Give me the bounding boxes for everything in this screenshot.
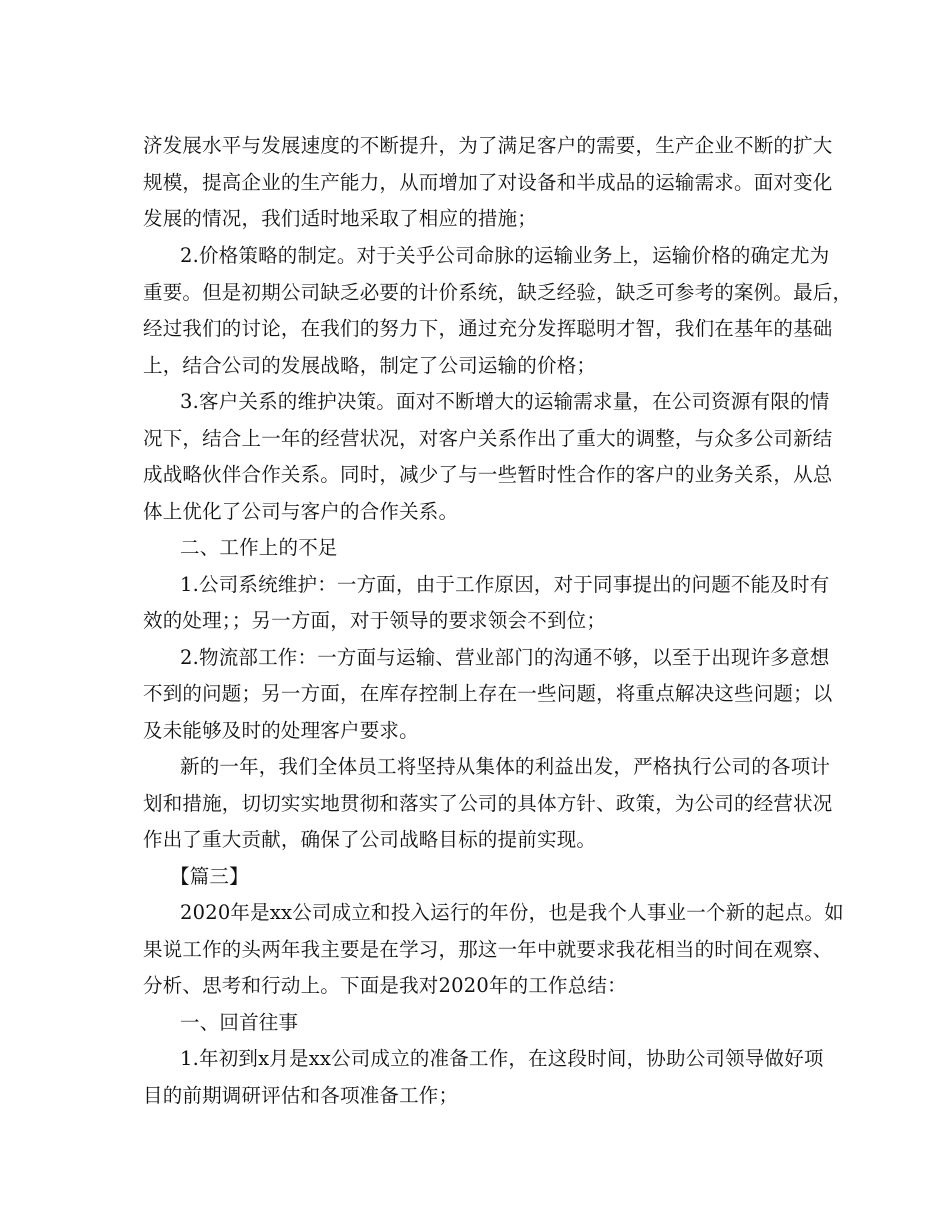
text-line: 效的处理；；另一方面，对于领导的要求领会不到位； [143, 609, 607, 632]
text-line: 不到的问题；另一方面，在库存控制上存在一些问题，将重点解决这些问题；以 [143, 682, 833, 705]
text-line: 作出了重大贡献，确保了公司战略目标的提前实现。 [143, 828, 597, 851]
text-line: 成战略伙伴合作关系。同时，减少了与一些暂时性合作的客户的业务关系，从总 [143, 463, 833, 486]
text-line: 划和措施，切切实实地贯彻和落实了公司的具体方针、政策，为公司的经营状况 [143, 792, 833, 815]
text-line: 1.公司系统维护：一方面，由于工作原因，对于同事提出的问题不能及时有 [180, 573, 830, 596]
text-line: 目的前期调研评估和各项准备工作； [143, 1084, 459, 1107]
text-line: 1.年初到x月是xx公司成立的准备工作，在这段时间，协助公司领导做好项 [180, 1047, 824, 1070]
section-heading: 【篇三】 [170, 865, 249, 888]
section-heading: 一、回首往事 [180, 1011, 299, 1034]
text-line: 及未能够及时的处理客户要求。 [143, 719, 419, 742]
text-line: 分析、思考和行动上。下面是我对2020年的工作总结： [143, 974, 627, 997]
text-line: 体上优化了公司与客户的合作关系。 [143, 500, 459, 523]
text-line: 发展的情况，我们适时地采取了相应的措施； [143, 207, 538, 230]
text-line: 济发展水平与发展速度的不断提升，为了满足客户的需要，生产企业不断的扩大 [143, 134, 833, 157]
text-line: 上，结合公司的发展战略，制定了公司运输的价格； [143, 354, 597, 377]
text-line: 新的一年，我们全体员工将坚持从集体的利益出发，严格执行公司的各项计 [180, 755, 831, 778]
text-line: 2.价格策略的制定。对于关乎公司命脉的运输业务上，运输价格的确定尤为 [180, 244, 830, 267]
text-line: 2020年是xx公司成立和投入运行的年份，也是我个人事业一个新的起点。如 [180, 901, 844, 924]
text-line: 3.客户关系的维护决策。面对不断增大的运输需求量，在公司资源有限的情 [180, 390, 830, 413]
text-line: 2.物流部工作：一方面与运输、营业部门的沟通不够，以至于出现许多意想 [180, 646, 830, 669]
text-line: 规模，提高企业的生产能力，从而增加了对设备和半成品的运输需求。面对变化 [143, 171, 833, 194]
text-line: 果说工作的头两年我主要是在学习，那这一年中就要求我花相当的时间在观察、 [143, 938, 833, 961]
text-line: 重要。但是初期公司缺乏必要的计价系统，缺乏经验，缺乏可参考的案例。最后， [143, 281, 853, 304]
text-line: 经过我们的讨论，在我们的努力下，通过充分发挥聪明才智，我们在基年的基础 [143, 317, 833, 340]
section-heading: 二、工作上的不足 [180, 536, 338, 559]
text-line: 况下，结合上一年的经营状况，对客户关系作出了重大的调整，与众多公司新结 [143, 427, 833, 450]
